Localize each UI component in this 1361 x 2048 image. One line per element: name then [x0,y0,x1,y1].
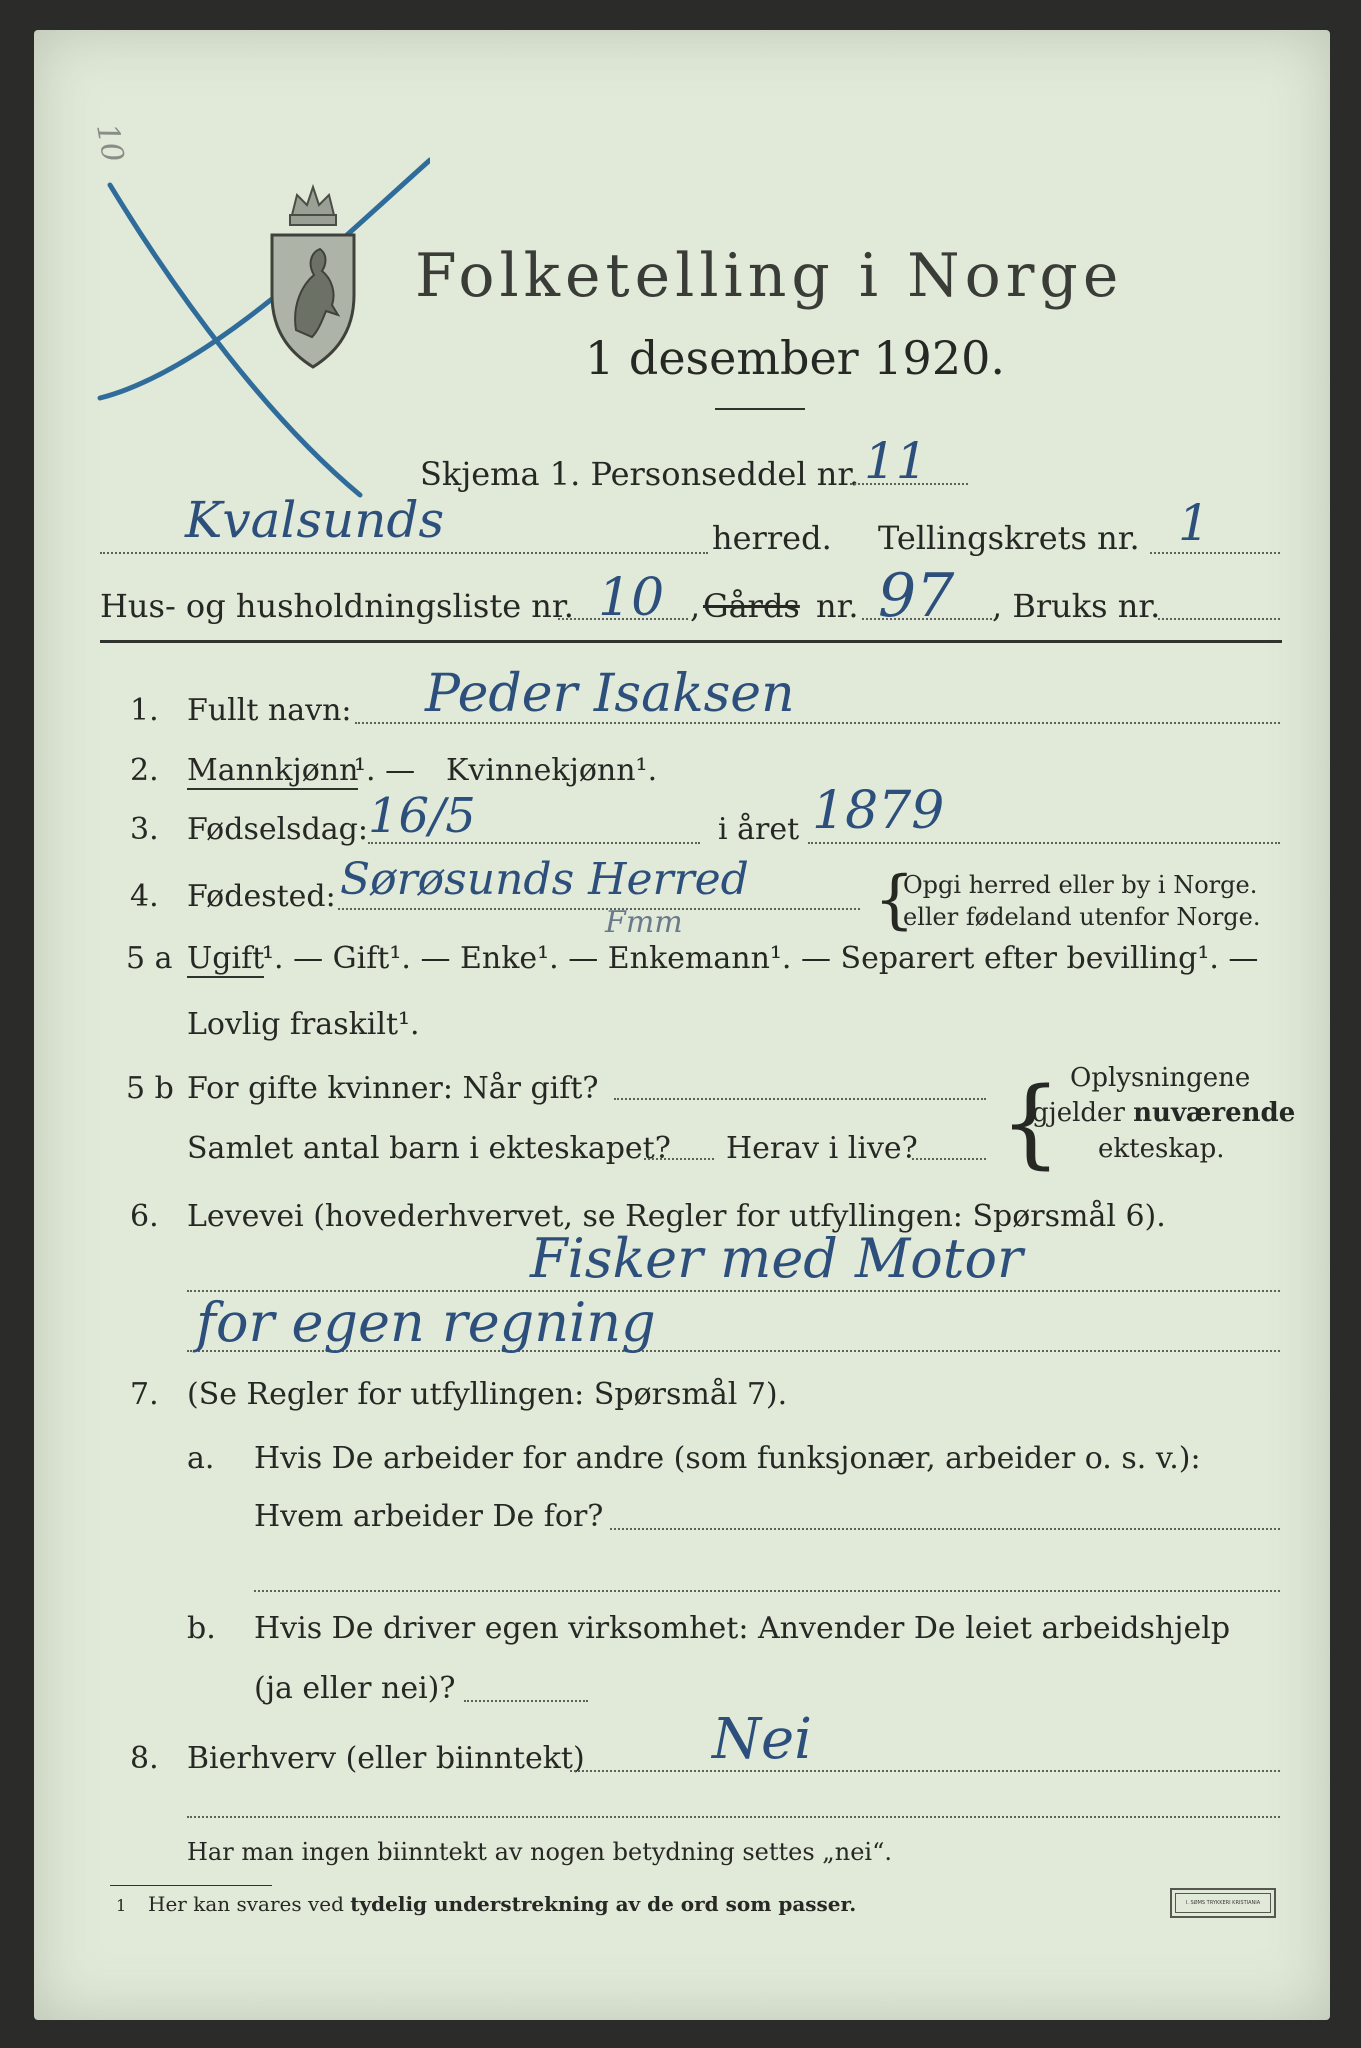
q5b-note-2b: nuværende [1133,1098,1296,1128]
q7a-field-2[interactable] [254,1590,1280,1592]
q6-number: 6. [130,1199,159,1234]
form-title: Folketelling i Norge [415,241,1124,311]
q4-value-extra: Fmm [605,905,683,940]
q4-brace: { [874,863,915,937]
q2-female-option[interactable]: Kvinnekjønn¹. [446,753,658,788]
q7-label: (Se Regler for utfyllingen: Spørsmål 7). [187,1377,788,1412]
q8-number: 8. [130,1741,159,1776]
footnote-text-1: Her kan svares ved [148,1892,351,1916]
q6-value-1: Fisker med Motor [530,1227,1023,1290]
q3-year-field[interactable] [808,842,1280,844]
q5b-label-2: Samlet antal barn i ekteskapet? [187,1131,671,1166]
bruks-field[interactable] [1158,618,1280,620]
herred-field[interactable] [100,552,708,554]
bottom-note: Har man ingen biinntekt av nogen betydning settes „nei“. [187,1838,892,1866]
q7a-text: Hvis De arbeider for andre (som funksjonær, arbeider o. s. v.): [254,1441,1201,1476]
q5b-note-2a: gjelder [1032,1098,1134,1128]
q5a-options[interactable]: ¹. — Gift¹. — Enke¹. — Enkemann¹. — Separert efter bevilling¹. — [262,941,1259,976]
q1-number: 1. [130,693,159,728]
comma-sep: , [690,587,701,625]
q3-year-value: 1879 [812,781,945,841]
q3-value: 16/5 [368,788,476,844]
q4-note-1: Opgi herred eller by i Norge. [903,871,1258,899]
q7a-letter: a. [187,1441,215,1476]
margin-number: 10 [89,121,131,165]
q5b-label-1: For gifte kvinner: Når gift? [187,1071,599,1106]
hus-label: Hus- og husholdningsliste nr. [100,587,574,625]
q7a-text-2: Hvem arbeider De for? [254,1499,604,1534]
q5a-number: 5 a [126,941,173,976]
krets-value: 1 [1178,494,1210,552]
q5a-line2[interactable]: Lovlig fraskilt¹. [187,1007,420,1042]
q6-label: Levevei (hovederhvervet, se Regler for utfyllingen: Spørsmål 6). [187,1199,1166,1234]
form-label: Skjema 1. Personseddel nr. [420,455,860,493]
q4-value: Sørøsunds Herred [340,854,749,905]
footnote-mark: 1 [116,1896,127,1915]
q2-separator: ¹. — [354,753,416,788]
header-divider [100,640,1282,643]
q5b-number: 5 b [126,1071,174,1106]
krets-field[interactable] [1150,552,1280,554]
herred-label: herred. [712,519,832,557]
bruks-label: , Bruks nr. [992,587,1161,625]
footnote-rule [110,1885,272,1886]
printer-stamp [1170,1888,1276,1918]
gards-nr-label: nr. [816,587,859,625]
herred-value: Kvalsunds [185,491,445,549]
cross-mark [90,150,430,510]
census-date: 1 desember 1920. [585,331,1005,385]
q3-year-label: i året [718,812,800,847]
q4-field[interactable] [338,908,860,910]
q5b-brace: { [1000,1067,1062,1179]
gards-label: Gårds [703,587,800,625]
q1-value: Peder Isaksen [425,664,795,724]
coat-of-arms-icon [262,175,364,375]
footnote-text [148,1894,856,1914]
q7-number: 7. [130,1377,159,1412]
q4-label: Fødested: [187,879,336,914]
q5b-note-2 [1032,1100,1295,1126]
q8-label: Bierhverv (eller biinntekt) [187,1741,585,1776]
q5b-note-1: Oplysningene [1070,1063,1251,1093]
gards-value: 97 [878,561,955,631]
footnote-text-2: tydelig understrekning av de ord som passer. [350,1892,857,1916]
q7a-field-1[interactable] [610,1528,1280,1530]
q5b-alive-field[interactable] [912,1158,986,1160]
q4-note-2: eller fødeland utenfor Norge. [903,903,1261,931]
q3-label: Fødselsdag: [187,812,368,847]
q2-male-option[interactable]: Mannkjønn [187,753,359,788]
q5a-ugift-option[interactable]: Ugift [187,941,265,976]
q5b-children-field[interactable] [644,1158,714,1160]
q7b-field[interactable] [464,1700,588,1702]
q8-field-2[interactable] [187,1816,1280,1818]
person-no-value: 11 [864,432,928,490]
q1-label: Fullt navn: [187,693,352,728]
q5b-note-3: ekteskap. [1098,1134,1225,1164]
q7b-text: Hvis De driver egen virksomhet: Anvender De leiet arbeidshjelp [254,1611,1231,1646]
q5b-married-field[interactable] [614,1098,986,1100]
q8-field-1[interactable] [570,1770,1280,1772]
q5b-label-3: Herav i live? [726,1131,918,1166]
q4-number: 4. [130,879,159,914]
q7b-text-2: (ja eller nei)? [254,1671,456,1706]
hus-value: 10 [598,568,665,628]
printer-stamp-text: I. SØMS TRYKKERI KRISTIANIA [1175,1893,1271,1913]
title-rule [715,408,805,410]
krets-label: Tellingskrets nr. [878,519,1140,557]
q3-number: 3. [130,812,159,847]
q8-value: Nei [712,1707,813,1772]
q2-number: 2. [130,753,159,788]
q7b-letter: b. [187,1611,216,1646]
q6-value-2: for egen regning [196,1291,656,1354]
